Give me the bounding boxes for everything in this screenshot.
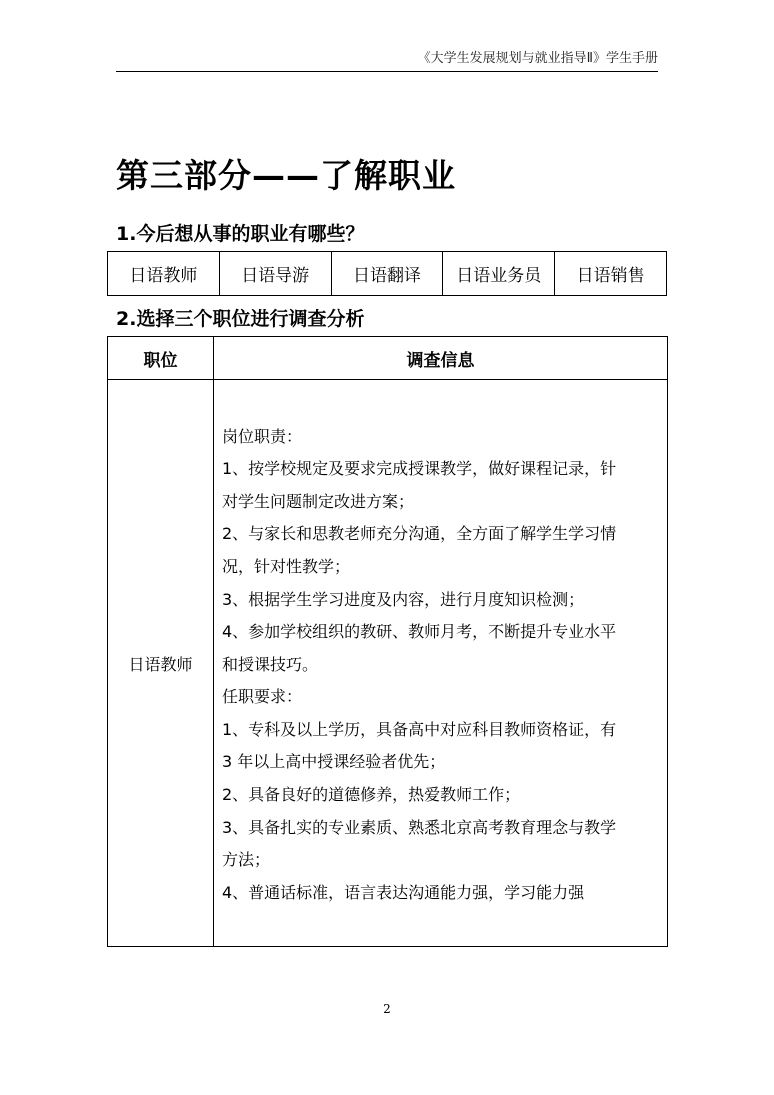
- question-1-title: 1.今后想从事的职业有哪些？: [116, 223, 365, 245]
- info-cell: [214, 380, 668, 947]
- info-line: 4、普通话标准，语言表达沟通能力强，学习能力强: [222, 882, 585, 902]
- column-header-info: 调查信息: [214, 337, 668, 380]
- info-line: 2、具备良好的道德修养，热爱教师工作；: [222, 785, 521, 805]
- info-line: 4、参加学校组织的教研、教师月考，不断提升专业水平: [222, 622, 617, 642]
- page-number: 2: [383, 1002, 391, 1016]
- running-header: 《大学生发展规划与就业指导Ⅱ》学生手册: [417, 51, 658, 66]
- question-2-title: 2.选择三个职位进行调查分析: [116, 308, 365, 330]
- info-line: 3、根据学生学习进度及内容，进行月度知识检测；: [222, 589, 585, 609]
- part-title: 第三部分——了解职业: [116, 156, 456, 195]
- info-line: 方法；: [222, 850, 271, 870]
- info-line: 2、与家长和思教老师充分沟通，全方面了解学生学习情: [222, 524, 617, 544]
- info-line: 和授课技巧。: [222, 654, 319, 674]
- info-line: 岗位职责：: [222, 426, 303, 446]
- job-cell: 日语教师: [108, 252, 220, 296]
- info-line: 1、按学校规定及要求完成授课教学，做好课程记录，针: [222, 459, 617, 479]
- survey-row: [108, 380, 668, 947]
- header-divider: [116, 71, 658, 72]
- jobs-row: [108, 252, 667, 296]
- info-line: 对学生问题制定改进方案；: [222, 491, 415, 511]
- jobs-table: [107, 251, 667, 296]
- survey-header-row: [108, 337, 668, 380]
- job-cell: 日语销售: [555, 252, 667, 296]
- survey-table: [107, 336, 668, 947]
- position-cell: 日语教师: [108, 380, 214, 947]
- job-cell: 日语业务员: [443, 252, 555, 296]
- info-line: 3、具备扎实的专业素质、熟悉北京高考教育理念与教学: [222, 817, 617, 837]
- column-header-position: 职位: [108, 337, 214, 380]
- info-line: 3 年以上高中授课经验者优先；: [222, 752, 446, 772]
- info-line: 任职要求：: [222, 687, 303, 707]
- job-cell: 日语导游: [219, 252, 331, 296]
- job-cell: 日语翻译: [331, 252, 443, 296]
- info-line: 1、专科及以上学历，具备高中对应科目教师资格证，有: [222, 719, 617, 739]
- info-line: 况，针对性教学；: [222, 556, 351, 576]
